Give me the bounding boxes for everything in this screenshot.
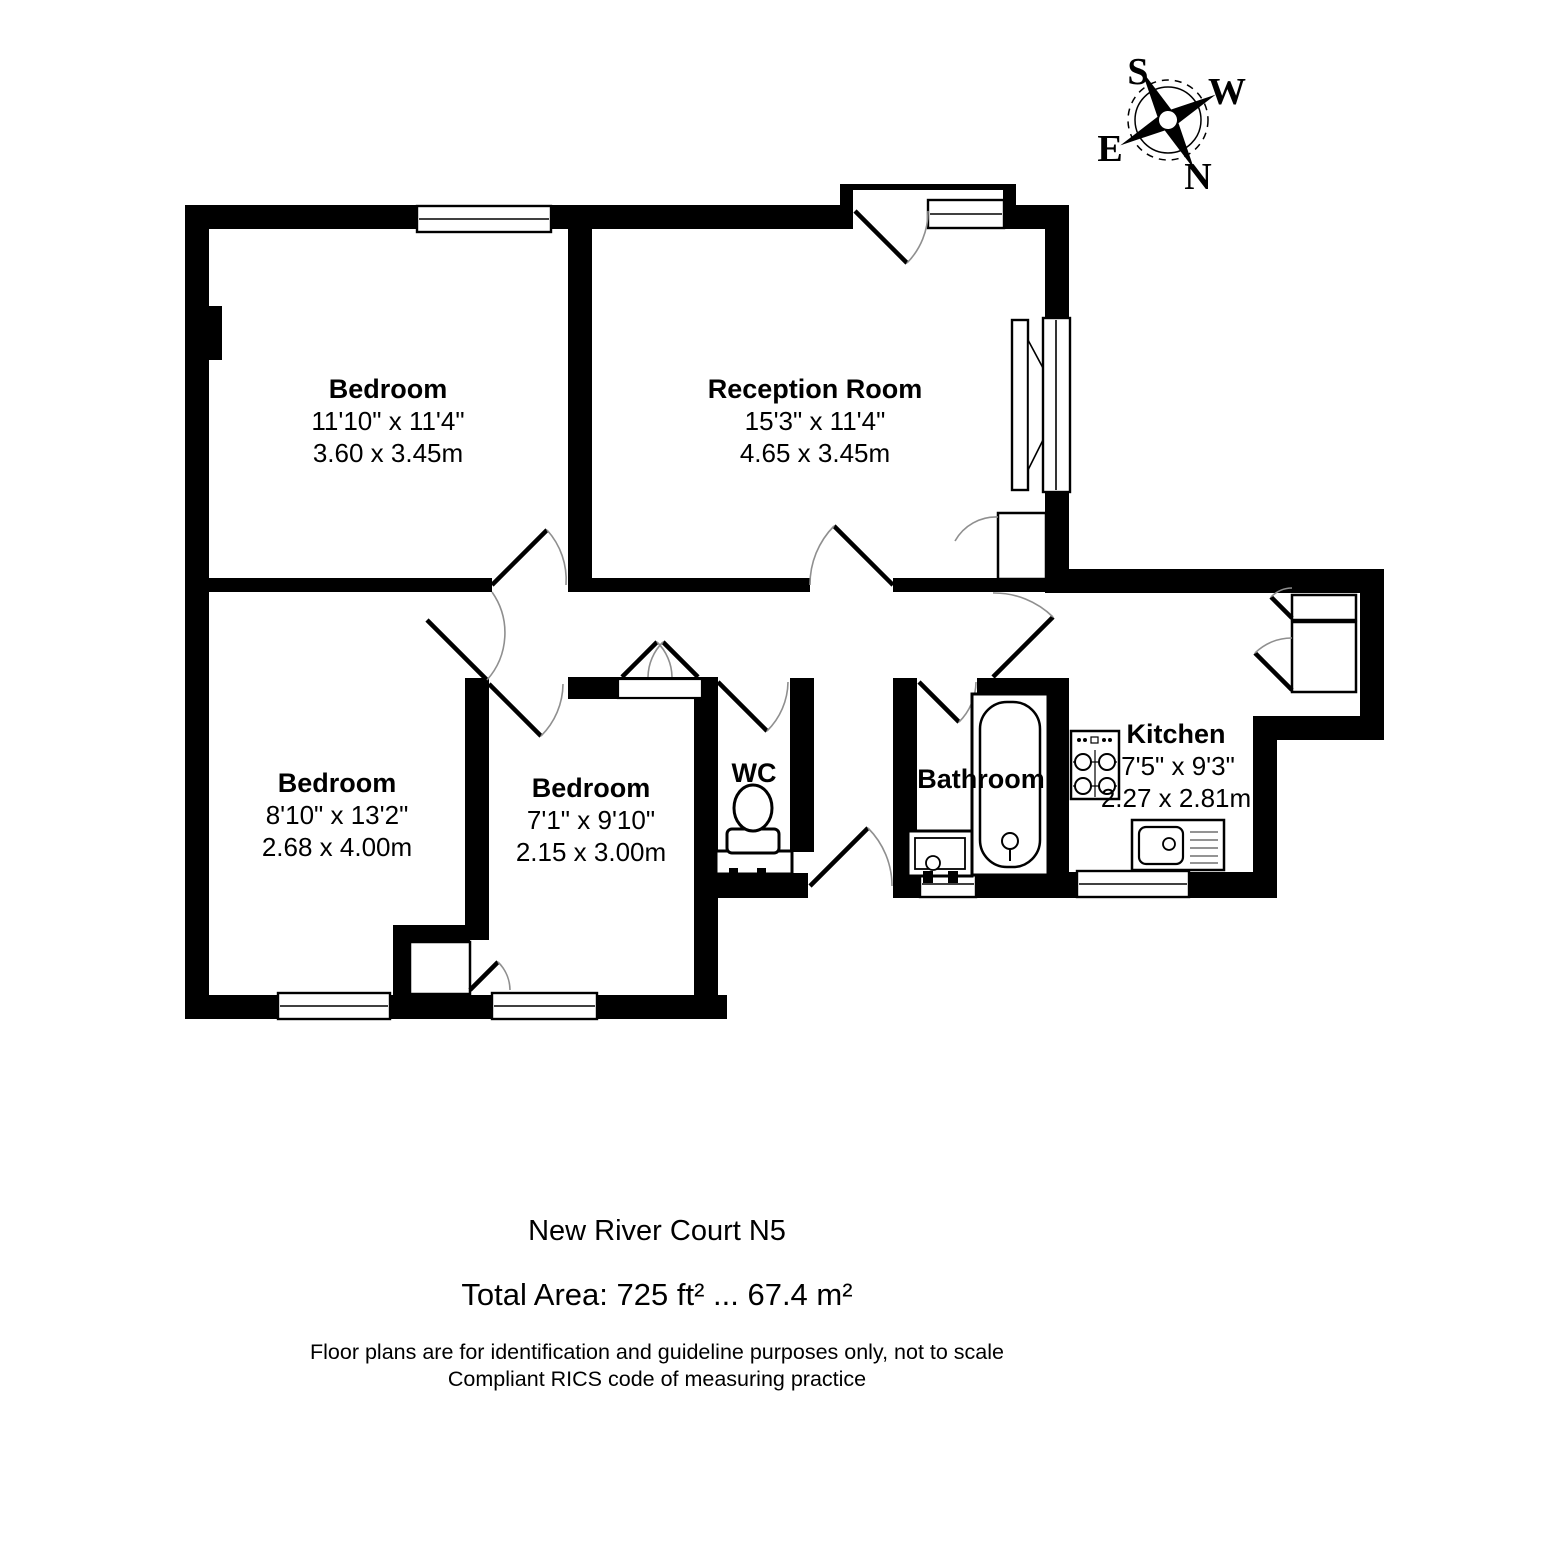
- room-dims-ft: 8'10" x 13'2": [265, 800, 409, 830]
- total-area: Total Area: 725 ft² ... 67.4 m²: [461, 1277, 853, 1312]
- hall-cupboard: [618, 679, 702, 698]
- toilet-icon: [716, 785, 792, 880]
- room-label-bedroom-2: [262, 768, 412, 862]
- plan-title: New River Court N5: [528, 1215, 786, 1247]
- window-reception-side: [1012, 318, 1070, 492]
- room-dims-m: 2.27 x 2.81m: [1100, 783, 1252, 813]
- room-name: Bedroom: [328, 374, 448, 404]
- room-dims-m: 3.60 x 3.45m: [312, 438, 464, 468]
- door-bedroom-cupboard: [470, 962, 510, 990]
- door-wc: [718, 682, 788, 731]
- window-kitchen: [1077, 871, 1189, 897]
- window-bedroom-2: [278, 993, 390, 1019]
- window-bedroom-3: [492, 993, 597, 1019]
- room-name: Bedroom: [277, 768, 397, 798]
- door-bathroom: [919, 682, 976, 722]
- room-label-reception: [708, 374, 923, 468]
- room-dims-m: 4.65 x 3.45m: [739, 438, 891, 468]
- room-dims-m: 2.68 x 4.00m: [261, 832, 413, 862]
- room-label-bedroom-1: [311, 374, 464, 468]
- door-hall-cupboard-double: [622, 642, 698, 677]
- window-bedroom-1: [417, 206, 551, 232]
- compass-letter-s: S: [1127, 51, 1149, 93]
- compass-star-icon: [1094, 45, 1242, 195]
- room-dims-ft: 11'10" x 11'4": [311, 406, 465, 436]
- compass-letter-n: N: [1184, 156, 1212, 198]
- bedroom-cupboard: [410, 942, 470, 994]
- room-dims-ft: 15'3" x 11'4": [744, 406, 886, 436]
- compass-rose: [1094, 45, 1246, 198]
- room-name: Bedroom: [531, 773, 651, 803]
- door-bedroom-2: [427, 592, 505, 680]
- kitchen-sink-icon: [1132, 820, 1224, 870]
- room-name: Reception Room: [707, 374, 923, 404]
- kitchen-unit-upper: [1292, 595, 1356, 620]
- room-dims-ft: 7'1" x 9'10": [526, 805, 656, 835]
- walls: [185, 184, 1384, 1019]
- door-reception-cupboard: [955, 517, 998, 541]
- kitchen-unit-lower: [1292, 622, 1356, 692]
- footer: [310, 1215, 1004, 1391]
- room-label-wc: WC: [731, 758, 777, 788]
- reception-cupboard: [998, 513, 1046, 579]
- door-kitchen-unit-lower: [1255, 638, 1292, 690]
- room-label-bathroom: Bathroom: [917, 764, 1045, 794]
- door-bedroom-1: [492, 530, 566, 585]
- bathroom-basin-icon: [908, 831, 972, 883]
- room-label-bedroom-3: [516, 773, 666, 867]
- disclaimer-line-1: Floor plans are for identification and guideline purposes only, not to scale: [310, 1340, 1004, 1364]
- disclaimer-line-2: Compliant RICS code of measuring practice: [447, 1367, 867, 1391]
- room-dims-ft: 7'5" x 9'3": [1121, 751, 1235, 781]
- door-reception: [810, 526, 893, 585]
- door-kitchen-passage: [993, 593, 1053, 677]
- compass-letter-w: W: [1208, 71, 1246, 113]
- room-label-kitchen: [1101, 719, 1251, 813]
- room-dims-m: 2.15 x 3.00m: [515, 837, 667, 867]
- window-entry: [928, 200, 1004, 228]
- door-back: [810, 828, 892, 886]
- compass-letter-e: E: [1097, 128, 1123, 170]
- door-bedroom-3: [489, 684, 563, 736]
- entry-door-gap: [853, 205, 928, 229]
- room-name: Kitchen: [1126, 719, 1226, 749]
